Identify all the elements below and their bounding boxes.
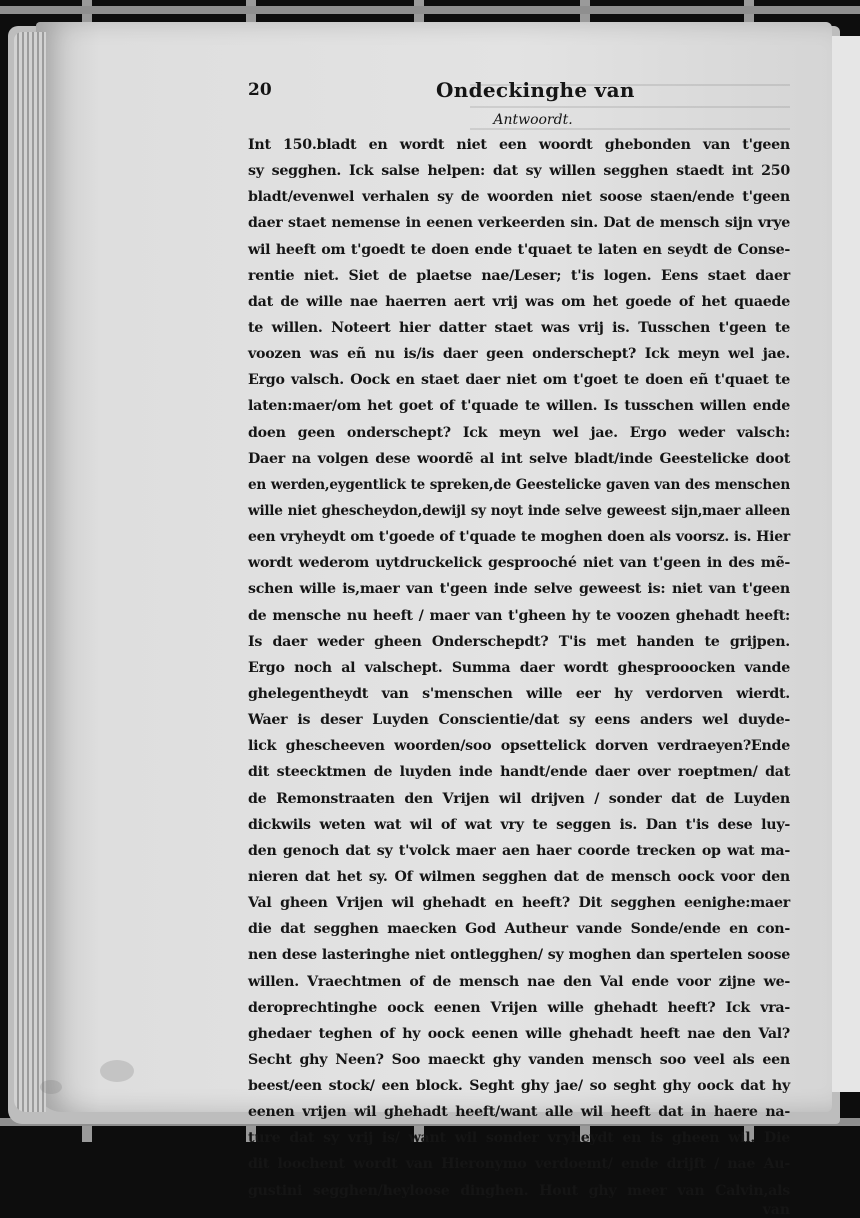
text-line: ghedaer teghen of hy oock eenen wille ghehadt heeft nae den Val? — [248, 1025, 790, 1042]
text-line: laten:maer/om het goet of t'quade te willen. Is tusschen willen ende — [248, 398, 790, 415]
catchword: van — [762, 1201, 790, 1218]
text-line: Waer is deser Luyden Conscientie/dat sy eens anders wel duyde- — [248, 712, 790, 729]
text-line: en werden,eygentlick te spreken,de Geestelicke gaven van des menschen — [248, 476, 790, 493]
text-line: die dat segghen maecken God Autheur vande Sonde/ende en con- — [248, 921, 790, 938]
page-edges — [14, 32, 46, 1112]
text-line: daer staet nemense in eenen verkeerden sin. Dat de mensch sijn vrye — [248, 215, 790, 232]
page-stain — [40, 1080, 62, 1094]
text-line: schen wille is,maer van t'geen inde selve geweest is: niet van t'geen — [248, 581, 790, 598]
text-line: te willen. Noteert hier datter staet was vrij is. Tusschen t'geen te — [248, 319, 790, 336]
text-line: bladt/evenwel verhalen sy de woorden niet soose staen/ende t'geen — [248, 189, 790, 206]
page-header — [248, 78, 790, 110]
text-line: dit steecktmen de luyden inde handt/ende daer over roeptmen/ dat — [248, 764, 790, 781]
text-line: nieren dat het sy. Of wilmen segghen dat de mensch oock voor den — [248, 868, 790, 885]
text-line: de mensche nu heeft / maer van t'gheen hy te voozen ghehadt heeft: — [248, 607, 790, 624]
text-line: Is daer weder gheen Onderschepdt? T'is met handen te grijpen. — [248, 633, 790, 650]
text-line: den genoch dat sy t'volck maer aen haer coorde trecken op wat ma- — [248, 842, 790, 859]
text-line: sy segghen. Ick salse helpen: dat sy willen segghen staedt int 250 — [248, 163, 790, 180]
page-number: 20 — [248, 80, 272, 100]
text-line: ture dat sy vrij is/ want wil sonder vryheydt en is gheen wil. Die — [248, 1130, 790, 1147]
text-line: wille niet ghescheydon,dewijl sy noyt inde selve geweest sijn,maer alleen — [248, 502, 790, 519]
text-line: dat de wille nae haerren aert vrij was om het goede of het quaede — [248, 293, 790, 310]
section-heading: Antwoordt. — [493, 112, 573, 128]
text-line: lick ghescheeven woorden/soo opsettelick dorven verdraeyen?Ende — [248, 738, 790, 755]
text-line: Int 150.bladt en wordt niet een woordt ghebonden van t'geen — [248, 137, 790, 153]
grid-bar — [0, 6, 860, 14]
text-line: Secht ghy Neen? Soo maeckt ghy vanden mensch soo veel als een — [248, 1051, 790, 1068]
text-block — [248, 78, 790, 1218]
text-line: dit loochent wordt van Hieronymo verdoemt/ ende drijft / nae Au- — [248, 1156, 790, 1173]
text-line: Val gheen Vrijen wil ghehadt en heeft? Dit segghen eenighe:maer — [248, 895, 790, 912]
text-line: voozen was eñ nu is/is daer geen onderschept? Ick meyn wel jae. — [248, 346, 790, 363]
text-line: een vryheydt om t'goede of t'quade te moghen doen als voorsz. is. Hier — [248, 529, 790, 546]
text-line: gustini segghen/heyloose dinghen. Hout ghy meer van Calvin,als — [248, 1182, 790, 1199]
text-line: doen geen onderschept? Ick meyn wel jae. Ergo weder valsch: — [248, 424, 790, 441]
text-line: eenen vrijen wil ghehadt heeft/want alle wil heeft dat in haere na- — [248, 1104, 790, 1121]
text-line: wordt wederom uytdruckelick gesprooché niet van t'geen in des mẽ- — [248, 555, 790, 572]
text-line: ghelegentheydt van s'menschen wille eer hy verdorven wierdt. — [248, 685, 790, 702]
text-line: deroprechtinghe oock eenen Vrijen wille ghehadt heeft? Ick vra- — [248, 999, 790, 1016]
text-line: nen dese lasteringhe niet ontlegghen/ sy moghen dan spertelen soose — [248, 947, 790, 964]
page-stain — [100, 1060, 134, 1082]
facing-page-edge — [832, 36, 860, 1092]
text-line: Ergo valsch. Oock en staet daer niet om t'goet te doen eñ t'quaet te — [248, 372, 790, 389]
running-head: Ondeckinghe van — [436, 78, 635, 102]
text-line: Ergo noch al valschept. Summa daer wordt ghesprooocken vande — [248, 659, 790, 676]
body-text — [248, 132, 790, 1204]
text-line: de Remonstraaten den Vrijen wil drijven / sonder dat de Luyden — [248, 790, 790, 807]
text-line: dickwils weten wat wil of wat vry te seggen is. Dan t'is dese luy- — [248, 816, 790, 833]
text-line: wil heeft om t'goedt te doen ende t'quaet te laten en seydt de Conse- — [248, 241, 790, 258]
text-line: Daer na volgen dese woordẽ al int selve bladt/inde Geestelicke doot — [248, 450, 790, 467]
text-line: rentie niet. Siet de plaetse nae/Leser; t'is logen. Eens staet daer — [248, 267, 790, 284]
text-line: willen. Vraechtmen of de mensch nae den Val ende voor zijne we- — [248, 973, 790, 990]
text-line: beest/een stock/ een block. Seght ghy jae/ so seght ghy oock dat hy — [248, 1078, 790, 1095]
